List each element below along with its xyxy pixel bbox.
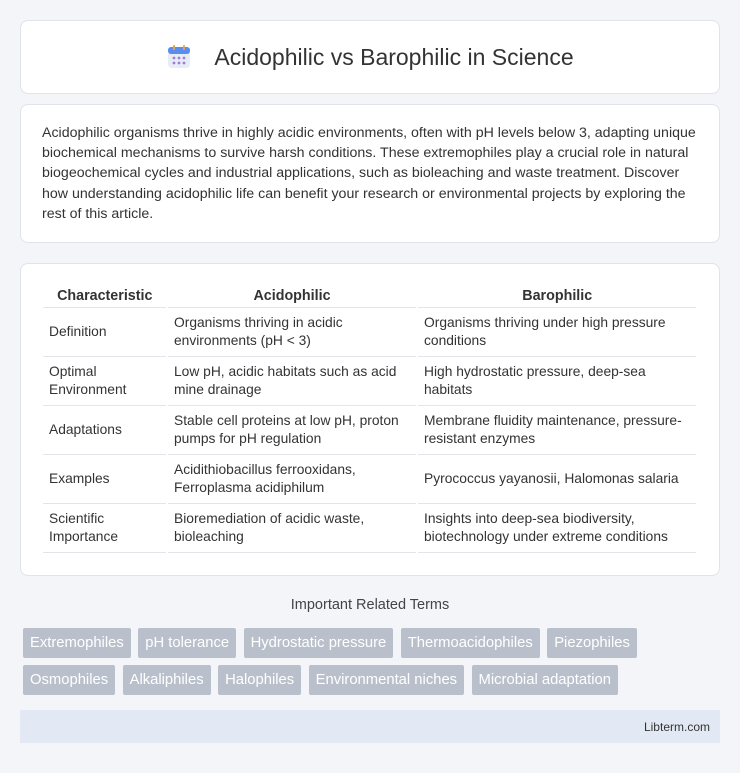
tag-environmental-niches[interactable]: Environmental niches xyxy=(309,665,464,695)
footer-brand-link[interactable]: Libterm.com xyxy=(643,719,710,734)
table-cell: Acidithiobacillus ferrooxidans, Ferroplasma acidiphilum xyxy=(167,455,417,504)
table-cell: Definition xyxy=(43,308,167,357)
table-cell: Insights into deep-sea biodiversity, biotechnology under extreme conditions xyxy=(417,504,697,553)
related-terms-title: Important Related Terms xyxy=(290,597,450,613)
table-cell: Optimal Environment xyxy=(43,357,167,406)
tag-thermoacidophiles[interactable]: Thermoacidophiles xyxy=(401,628,540,658)
table-cell: Organisms thriving under high pressure conditions xyxy=(417,308,697,357)
table-cell: Adaptations xyxy=(43,406,167,455)
column-header: Characteristic xyxy=(43,282,167,308)
page-title: Acidophilic vs Barophilic in Science xyxy=(214,43,574,70)
table-row xyxy=(43,455,697,504)
tag-ph-tolerance[interactable]: pH tolerance xyxy=(138,628,236,658)
tag-microbial-adaptation[interactable]: Microbial adaptation xyxy=(472,665,618,695)
table-cell: Membrane fluidity maintenance, pressure-resistant enzymes xyxy=(417,406,697,455)
tag-alkaliphiles[interactable]: Alkaliphiles xyxy=(123,665,211,695)
intro-text: Acidophilic organisms thrive in highly acidic environments, often with pH levels below 3, adapting unique biochemical mechanisms to survive harsh conditions. These extremophiles play a crucial role in natural biogeochemical cycles and industrial applications, such as bioleaching and waste treatment. Discover how understanding acidophilic life can benefit your research or environmental projects by exploring the rest of this article. xyxy=(42,125,696,222)
column-header: Barophilic xyxy=(417,282,697,308)
table-row xyxy=(43,357,697,406)
table-row xyxy=(43,504,697,553)
comparison-table xyxy=(43,282,698,553)
tag-halophiles[interactable]: Halophiles xyxy=(218,665,301,695)
tag-hydrostatic-pressure[interactable]: Hydrostatic pressure xyxy=(244,628,394,658)
table-row xyxy=(43,308,697,357)
table-row xyxy=(43,406,697,455)
comparison-table-card xyxy=(20,263,720,576)
table-cell: Pyrococcus yayanosii, Halomonas salaria xyxy=(417,455,697,504)
header-card xyxy=(20,20,720,94)
table-cell: Scientific Importance xyxy=(43,504,167,553)
calendar-icon xyxy=(166,44,192,70)
tag-extremophiles[interactable]: Extremophiles xyxy=(23,628,131,658)
tag-osmophiles[interactable]: Osmophiles xyxy=(23,665,115,695)
table-header-row xyxy=(43,282,697,308)
footer xyxy=(20,710,720,743)
intro-card xyxy=(20,104,720,243)
table-cell: Examples xyxy=(43,455,167,504)
table-cell: Bioremediation of acidic waste, bioleaching xyxy=(167,504,417,553)
table-cell: Low pH, acidic habitats such as acid mine drainage xyxy=(167,357,417,406)
tag-piezophiles[interactable]: Piezophiles xyxy=(547,628,637,658)
column-header: Acidophilic xyxy=(167,282,417,308)
table-cell: Organisms thriving in acidic environments (pH < 3) xyxy=(167,308,417,357)
table-cell: High hydrostatic pressure, deep-sea habitats xyxy=(417,357,697,406)
table-cell: Stable cell proteins at low pH, proton pumps for pH regulation xyxy=(167,406,417,455)
related-terms-list xyxy=(23,628,723,702)
